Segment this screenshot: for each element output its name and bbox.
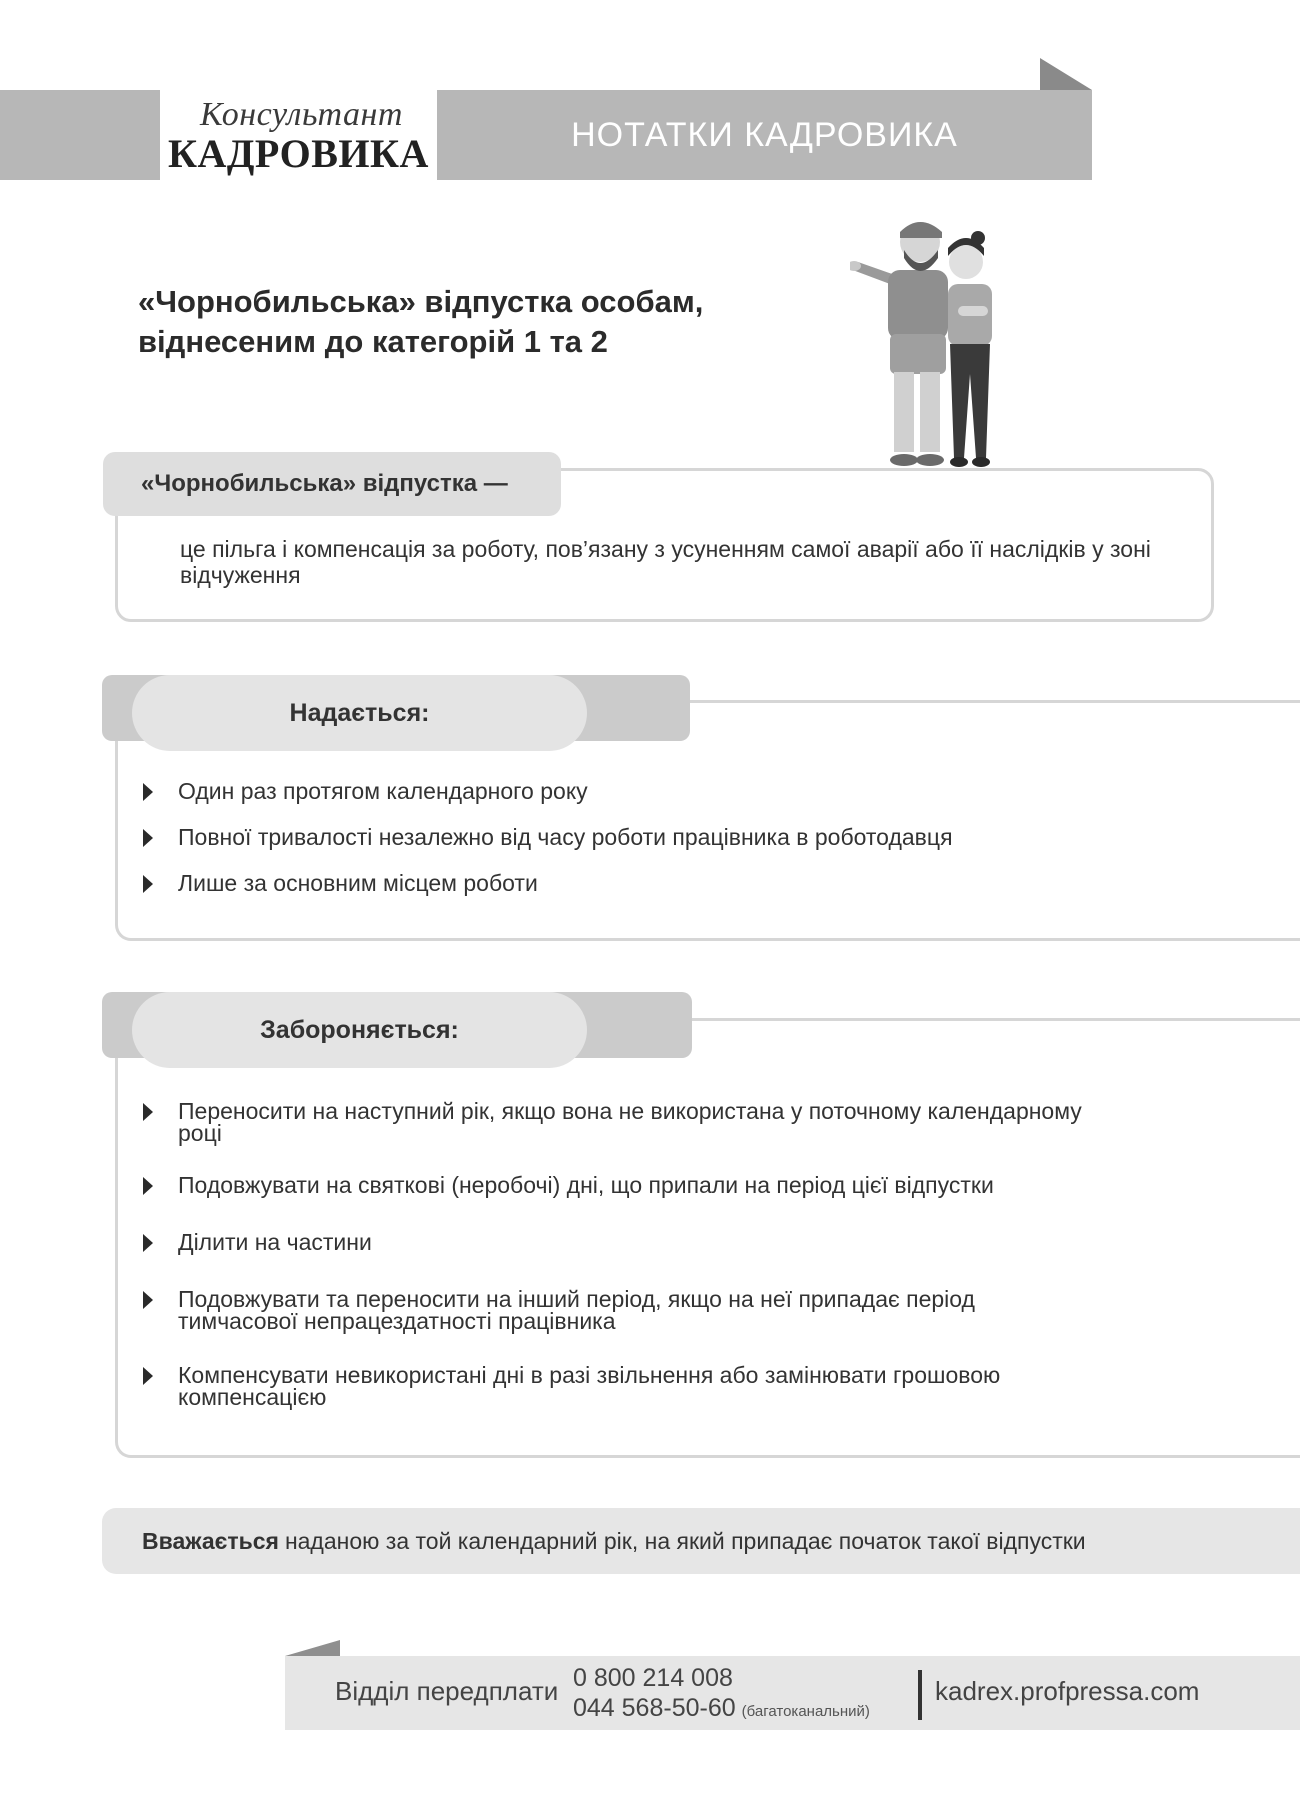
list-item: [140, 826, 953, 849]
header-left-band: [0, 90, 160, 180]
header-section-band: [437, 90, 1092, 180]
list-item: [140, 780, 953, 803]
note-bold: Вважається: [142, 1527, 279, 1554]
bullet-arrow-icon: [143, 783, 153, 801]
granted-tab-pill: [132, 675, 587, 751]
forbidden-tab: [102, 992, 692, 1058]
header-fold-corner: [1040, 58, 1092, 90]
bullet-arrow-icon: [143, 1177, 153, 1195]
list-item: [140, 1174, 1100, 1196]
footer-fold-corner: [285, 1640, 340, 1656]
footer-bar: [285, 1656, 1300, 1730]
bullet-arrow-icon: [143, 829, 153, 847]
phone-number-2-note: (багатоканальний): [741, 1703, 870, 1720]
definition-text: це пільга і компенсація за роботу, пов’язану з усуненням самої аварії або її наслідків у зоні відчуження: [180, 536, 1151, 588]
logo-main-text: КАДРОВИКА: [168, 131, 429, 176]
bullet-arrow-icon: [143, 1234, 153, 1252]
bullet-arrow-icon: [143, 1291, 153, 1309]
list-item: [140, 1288, 1100, 1332]
list-item: [140, 872, 953, 895]
phone-number-2-value[interactable]: 044 568-50-60: [573, 1694, 736, 1722]
granted-list: [140, 780, 953, 918]
footer-divider: [918, 1670, 922, 1720]
list-item-text: Переносити на наступний рік, якщо вона не використана у поточному календарному році: [178, 1098, 1082, 1146]
note-text: наданою за той календарний рік, на який припадає початок такої відпустки: [284, 1527, 1086, 1554]
forbidden-tab-pill: [132, 992, 587, 1068]
phone-number-2[interactable]: [573, 1694, 870, 1723]
phone-number-1[interactable]: 0 800 214 008: [573, 1664, 733, 1692]
note-bar: [102, 1508, 1300, 1574]
woman-figure: [948, 231, 992, 467]
website-link[interactable]: kadrex.profpressa.com: [935, 1676, 1200, 1706]
list-item-text: Ділити на частини: [178, 1229, 372, 1255]
forbidden-list: [140, 1100, 1100, 1408]
section-label: НОТАТКИ КАДРОВИКА: [571, 115, 958, 154]
couple-illustration: [850, 214, 1040, 474]
list-item-text: Один раз протягом календарного року: [178, 778, 588, 804]
definition-term: «Чорнобильська» відпустка —: [141, 470, 508, 497]
list-item: [140, 1364, 1100, 1408]
list-item-text: Подовжувати на святкові (неробочі) дні, що припали на період цієї відпустки: [178, 1172, 994, 1198]
bullet-arrow-icon: [143, 1367, 153, 1385]
granted-heading: Надається:: [289, 698, 430, 727]
subscription-label: Відділ передплати: [335, 1676, 559, 1706]
list-item-text: Повної тривалості незалежно від часу роботи працівника в роботодавця: [178, 824, 953, 850]
list-item-text: Лише за основним місцем роботи: [178, 870, 538, 896]
list-item-text: Подовжувати та переносити на інший період, якщо на неї припадає період тимчасової непрацездатності працівника: [178, 1286, 975, 1334]
definition-tab: [103, 452, 561, 516]
bullet-arrow-icon: [143, 1103, 153, 1121]
granted-tab: [102, 675, 690, 741]
man-figure: [850, 222, 948, 466]
forbidden-heading: Забороняється:: [260, 1015, 459, 1044]
list-item-text: Компенсувати невикористані дні в разі звільнення або замінювати грошовою компенсацією: [178, 1362, 1001, 1410]
logo-script-text: Консультант: [200, 96, 403, 133]
page-title: «Чорнобильська» відпустка особам, віднесеним до категорій 1 та 2: [138, 284, 704, 359]
bullet-arrow-icon: [143, 875, 153, 893]
list-item: [140, 1231, 1100, 1253]
logo: [160, 90, 435, 180]
list-item: [140, 1100, 1100, 1144]
